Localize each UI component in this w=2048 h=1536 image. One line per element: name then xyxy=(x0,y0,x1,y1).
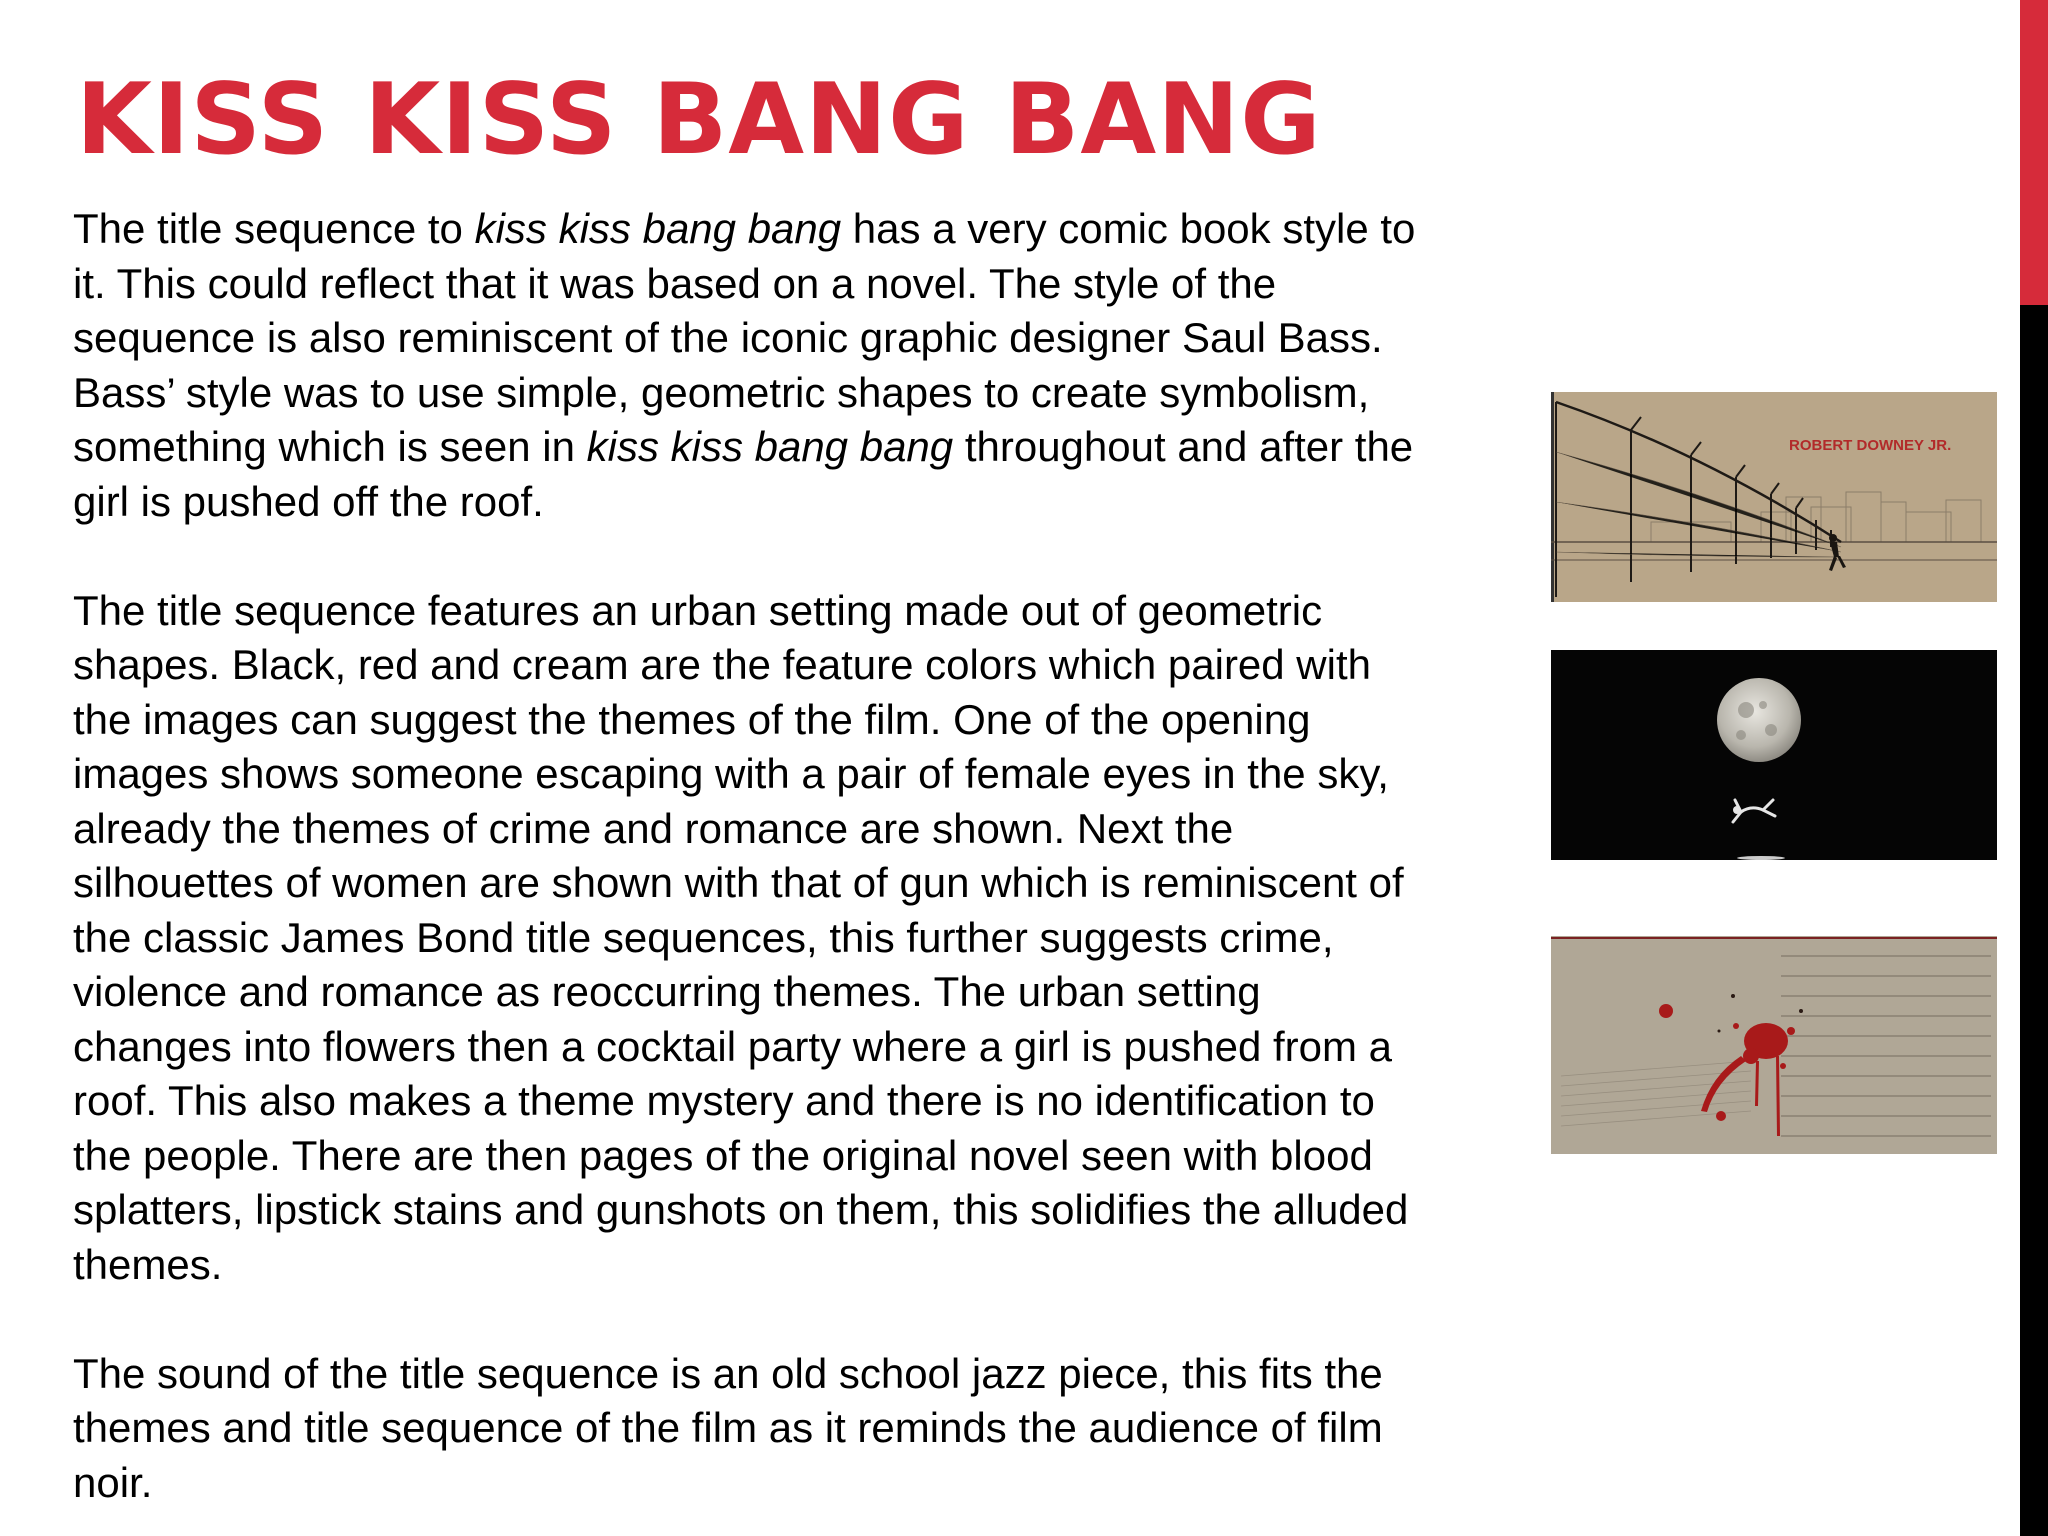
accent-bar-black xyxy=(2020,305,2048,1536)
text-line xyxy=(73,475,1538,530)
text-segment: The title sequence to xyxy=(73,205,475,252)
moon-falling-figure-still xyxy=(1551,650,1997,860)
text-line xyxy=(73,1401,1538,1456)
text-segment: the images can suggest the themes of the film. One of the opening xyxy=(73,695,1311,743)
text-line xyxy=(73,1183,1538,1238)
paragraph-3 xyxy=(73,1347,1538,1511)
text-line xyxy=(73,584,1538,639)
text-segment: Bass’ style was to use simple, geometric shapes to create symbolism, xyxy=(73,368,1370,416)
text-line xyxy=(73,693,1538,748)
text-segment: it. This could reflect that it was based on a novel. The style of the xyxy=(73,259,1277,307)
body-text xyxy=(73,202,1538,1510)
text-segment: roof. This also makes a theme mystery and there is no identification to xyxy=(73,1077,1375,1124)
text-line xyxy=(73,802,1538,857)
text-segment: has a very comic book style to xyxy=(841,205,1416,252)
text-line xyxy=(73,311,1538,366)
text-segment: already the themes of crime and romance are shown. Next the xyxy=(73,804,1234,852)
paragraph-1 xyxy=(73,202,1538,529)
text-line xyxy=(73,1456,1538,1511)
rooftop-fence-still xyxy=(1551,392,1997,602)
text-segment: The sound of the title sequence is an old school jazz piece, this fits the xyxy=(73,1349,1383,1397)
text-segment: themes. xyxy=(73,1240,223,1288)
text-line xyxy=(73,420,1538,475)
text-line xyxy=(73,366,1538,421)
text-line xyxy=(73,202,1538,257)
paragraph-2 xyxy=(73,584,1538,1293)
text-line xyxy=(73,1129,1538,1184)
text-line xyxy=(73,1020,1538,1075)
text-segment: noir. xyxy=(73,1458,153,1506)
text-segment: images shows someone escaping with a pair of female eyes in the sky, xyxy=(73,750,1389,797)
text-segment: The title sequence features an urban setting made out of geometric xyxy=(73,586,1323,634)
text-line xyxy=(73,856,1538,911)
text-segment: splatters, lipstick stains and gunshots on them, this solidifies the alluded xyxy=(73,1186,1409,1233)
text-line xyxy=(73,911,1538,966)
text-line xyxy=(73,1238,1538,1293)
text-segment: girl is pushed off the roof. xyxy=(73,477,544,525)
text-segment: violence and romance as reoccurring themes. The urban setting xyxy=(73,968,1261,1015)
text-segment: throughout and after the xyxy=(953,423,1414,470)
text-segment: themes and title sequence of the film as it reminds the audience of film xyxy=(73,1404,1383,1451)
slide-title: KISS KISS BANG BANG xyxy=(76,63,1322,177)
text-line xyxy=(73,1347,1538,1402)
still-caption: ROBERT DOWNEY JR. xyxy=(1789,437,1952,454)
text-line xyxy=(73,747,1538,802)
text-segment: the classic James Bond title sequences, this further suggests crime, xyxy=(73,913,1334,961)
film-title-italic: kiss kiss bang bang xyxy=(474,205,842,252)
text-line xyxy=(73,965,1538,1020)
text-segment: shapes. Black, red and cream are the feature colors which paired with xyxy=(73,641,1372,688)
novel-page-blood-still xyxy=(1551,936,1997,1154)
text-segment: something which is seen in xyxy=(73,423,587,470)
text-line xyxy=(73,638,1538,693)
text-line xyxy=(73,257,1538,312)
text-segment: the people. There are then pages of the original novel seen with blood xyxy=(73,1131,1373,1179)
text-line xyxy=(73,1074,1538,1129)
text-segment: sequence is also reminiscent of the iconic graphic designer Saul Bass. xyxy=(73,314,1383,361)
film-title-italic: kiss kiss bang bang xyxy=(586,423,954,470)
text-segment: silhouettes of women are shown with that of gun which is reminiscent of xyxy=(73,859,1404,906)
text-segment: changes into flowers then a cocktail party where a girl is pushed from a xyxy=(73,1022,1393,1070)
accent-bar-red xyxy=(2020,0,2048,305)
